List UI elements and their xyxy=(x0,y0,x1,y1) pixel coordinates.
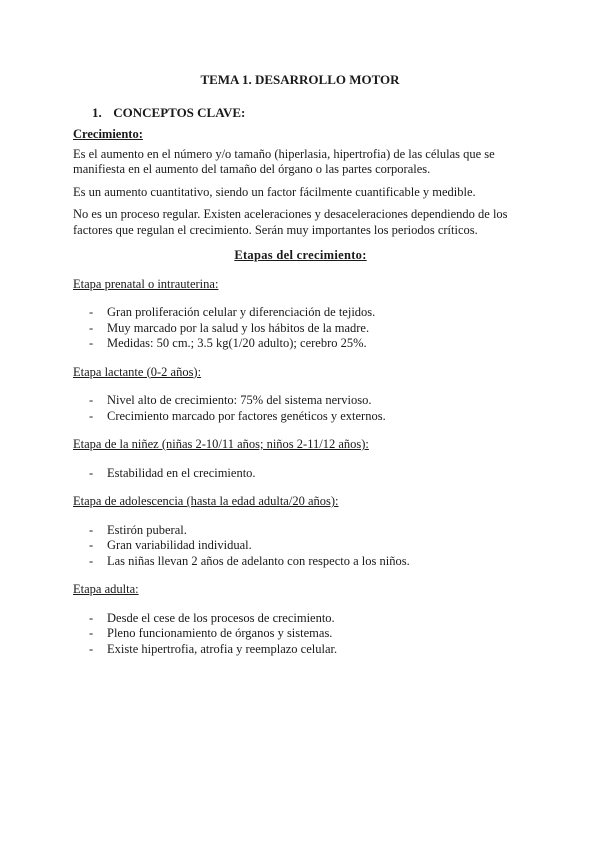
dash-bullet: - xyxy=(89,553,94,568)
list-item-text: Existe hipertrofia, atrofia y reemplazo celular. xyxy=(107,641,338,656)
dash-bullet: - xyxy=(89,538,94,552)
list-item xyxy=(73,626,528,642)
list-item xyxy=(73,409,528,425)
list-item-text: Las niñas llevan 2 años de adelanto con respecto a los niños. xyxy=(107,553,410,568)
stage-title-adolescencia: Etapa de adolescencia (hasta la edad adulta/20 años): xyxy=(73,494,339,508)
stage-list-lactante xyxy=(73,393,528,424)
list-item-text: Pleno funcionamiento de órganos y sistemas. xyxy=(107,626,333,640)
stages-heading: Etapas del crecimiento: xyxy=(234,248,367,262)
stage-list-prenatal xyxy=(73,305,528,352)
list-item-text: Muy marcado por la salud y los hábitos de la madre. xyxy=(107,320,370,335)
list-item xyxy=(73,554,528,570)
stage-title-prenatal: Etapa prenatal o intrauterina: xyxy=(73,276,219,291)
list-item-text: Nivel alto de crecimiento: 75% del sistema nervioso. xyxy=(107,393,372,407)
list-item-text: Crecimiento marcado por factores genéticos y externos. xyxy=(107,408,386,423)
document-body xyxy=(73,127,528,670)
list-item xyxy=(73,336,528,352)
dash-bullet: - xyxy=(89,305,94,319)
dash-bullet: - xyxy=(89,641,94,656)
dash-bullet: - xyxy=(89,465,94,480)
stage-list-adulta xyxy=(73,611,528,658)
dash-bullet: - xyxy=(89,336,94,350)
dash-bullet: - xyxy=(89,522,94,537)
section-heading-text: CONCEPTOS CLAVE: xyxy=(113,105,246,120)
list-item-text: Desde el cese de los procesos de crecimiento. xyxy=(107,610,335,625)
section-heading xyxy=(92,105,245,121)
list-item xyxy=(73,466,528,482)
list-item-text: Estabilidad en el crecimiento. xyxy=(107,465,256,480)
section-number: 1. xyxy=(92,105,102,120)
list-item xyxy=(73,611,528,627)
paragraph: No es un proceso regular. Existen aceleraciones y desaceleraciones dependiendo de los factores que regulan el crecimiento. Serán muy importantes los periodos críticos. xyxy=(73,207,508,237)
stage-list-adolescencia xyxy=(73,523,528,570)
list-item-text: Medidas: 50 cm.; 3.5 kg(1/20 adulto); cerebro 25%. xyxy=(107,336,367,350)
list-item xyxy=(73,538,528,554)
subheading-crecimiento: Crecimiento: xyxy=(73,127,143,141)
dash-bullet: - xyxy=(89,626,94,640)
list-item-text: Estirón puberal. xyxy=(107,522,187,537)
paragraph: Es el aumento en el número y/o tamaño (hiperlasia, hipertrofia) de las células que se manifiesta en el aumento del tamaño del órgano o las partes corporales. xyxy=(73,146,495,176)
list-item xyxy=(73,305,528,321)
dash-bullet: - xyxy=(89,393,94,407)
list-item-text: Gran proliferación celular y diferenciación de tejidos. xyxy=(107,305,376,319)
list-item xyxy=(73,393,528,409)
dash-bullet: - xyxy=(89,320,94,335)
list-item-text: Gran variabilidad individual. xyxy=(107,538,252,552)
list-item xyxy=(73,321,528,337)
stage-list-ninez xyxy=(73,466,528,482)
dash-bullet: - xyxy=(89,408,94,423)
stage-title-ninez: Etapa de la niñez (niñas 2-10/11 años; niños 2-11/12 años): xyxy=(73,437,369,451)
dash-bullet: - xyxy=(89,610,94,625)
list-item xyxy=(73,642,528,658)
stage-title-adulta: Etapa adulta: xyxy=(73,582,139,596)
list-item xyxy=(73,523,528,539)
document-title: TEMA 1. DESARROLLO MOTOR xyxy=(200,72,400,87)
paragraph: Es un aumento cuantitativo, siendo un factor fácilmente cuantificable y medible. xyxy=(73,184,476,199)
stage-title-lactante: Etapa lactante (0-2 años): xyxy=(73,364,202,379)
